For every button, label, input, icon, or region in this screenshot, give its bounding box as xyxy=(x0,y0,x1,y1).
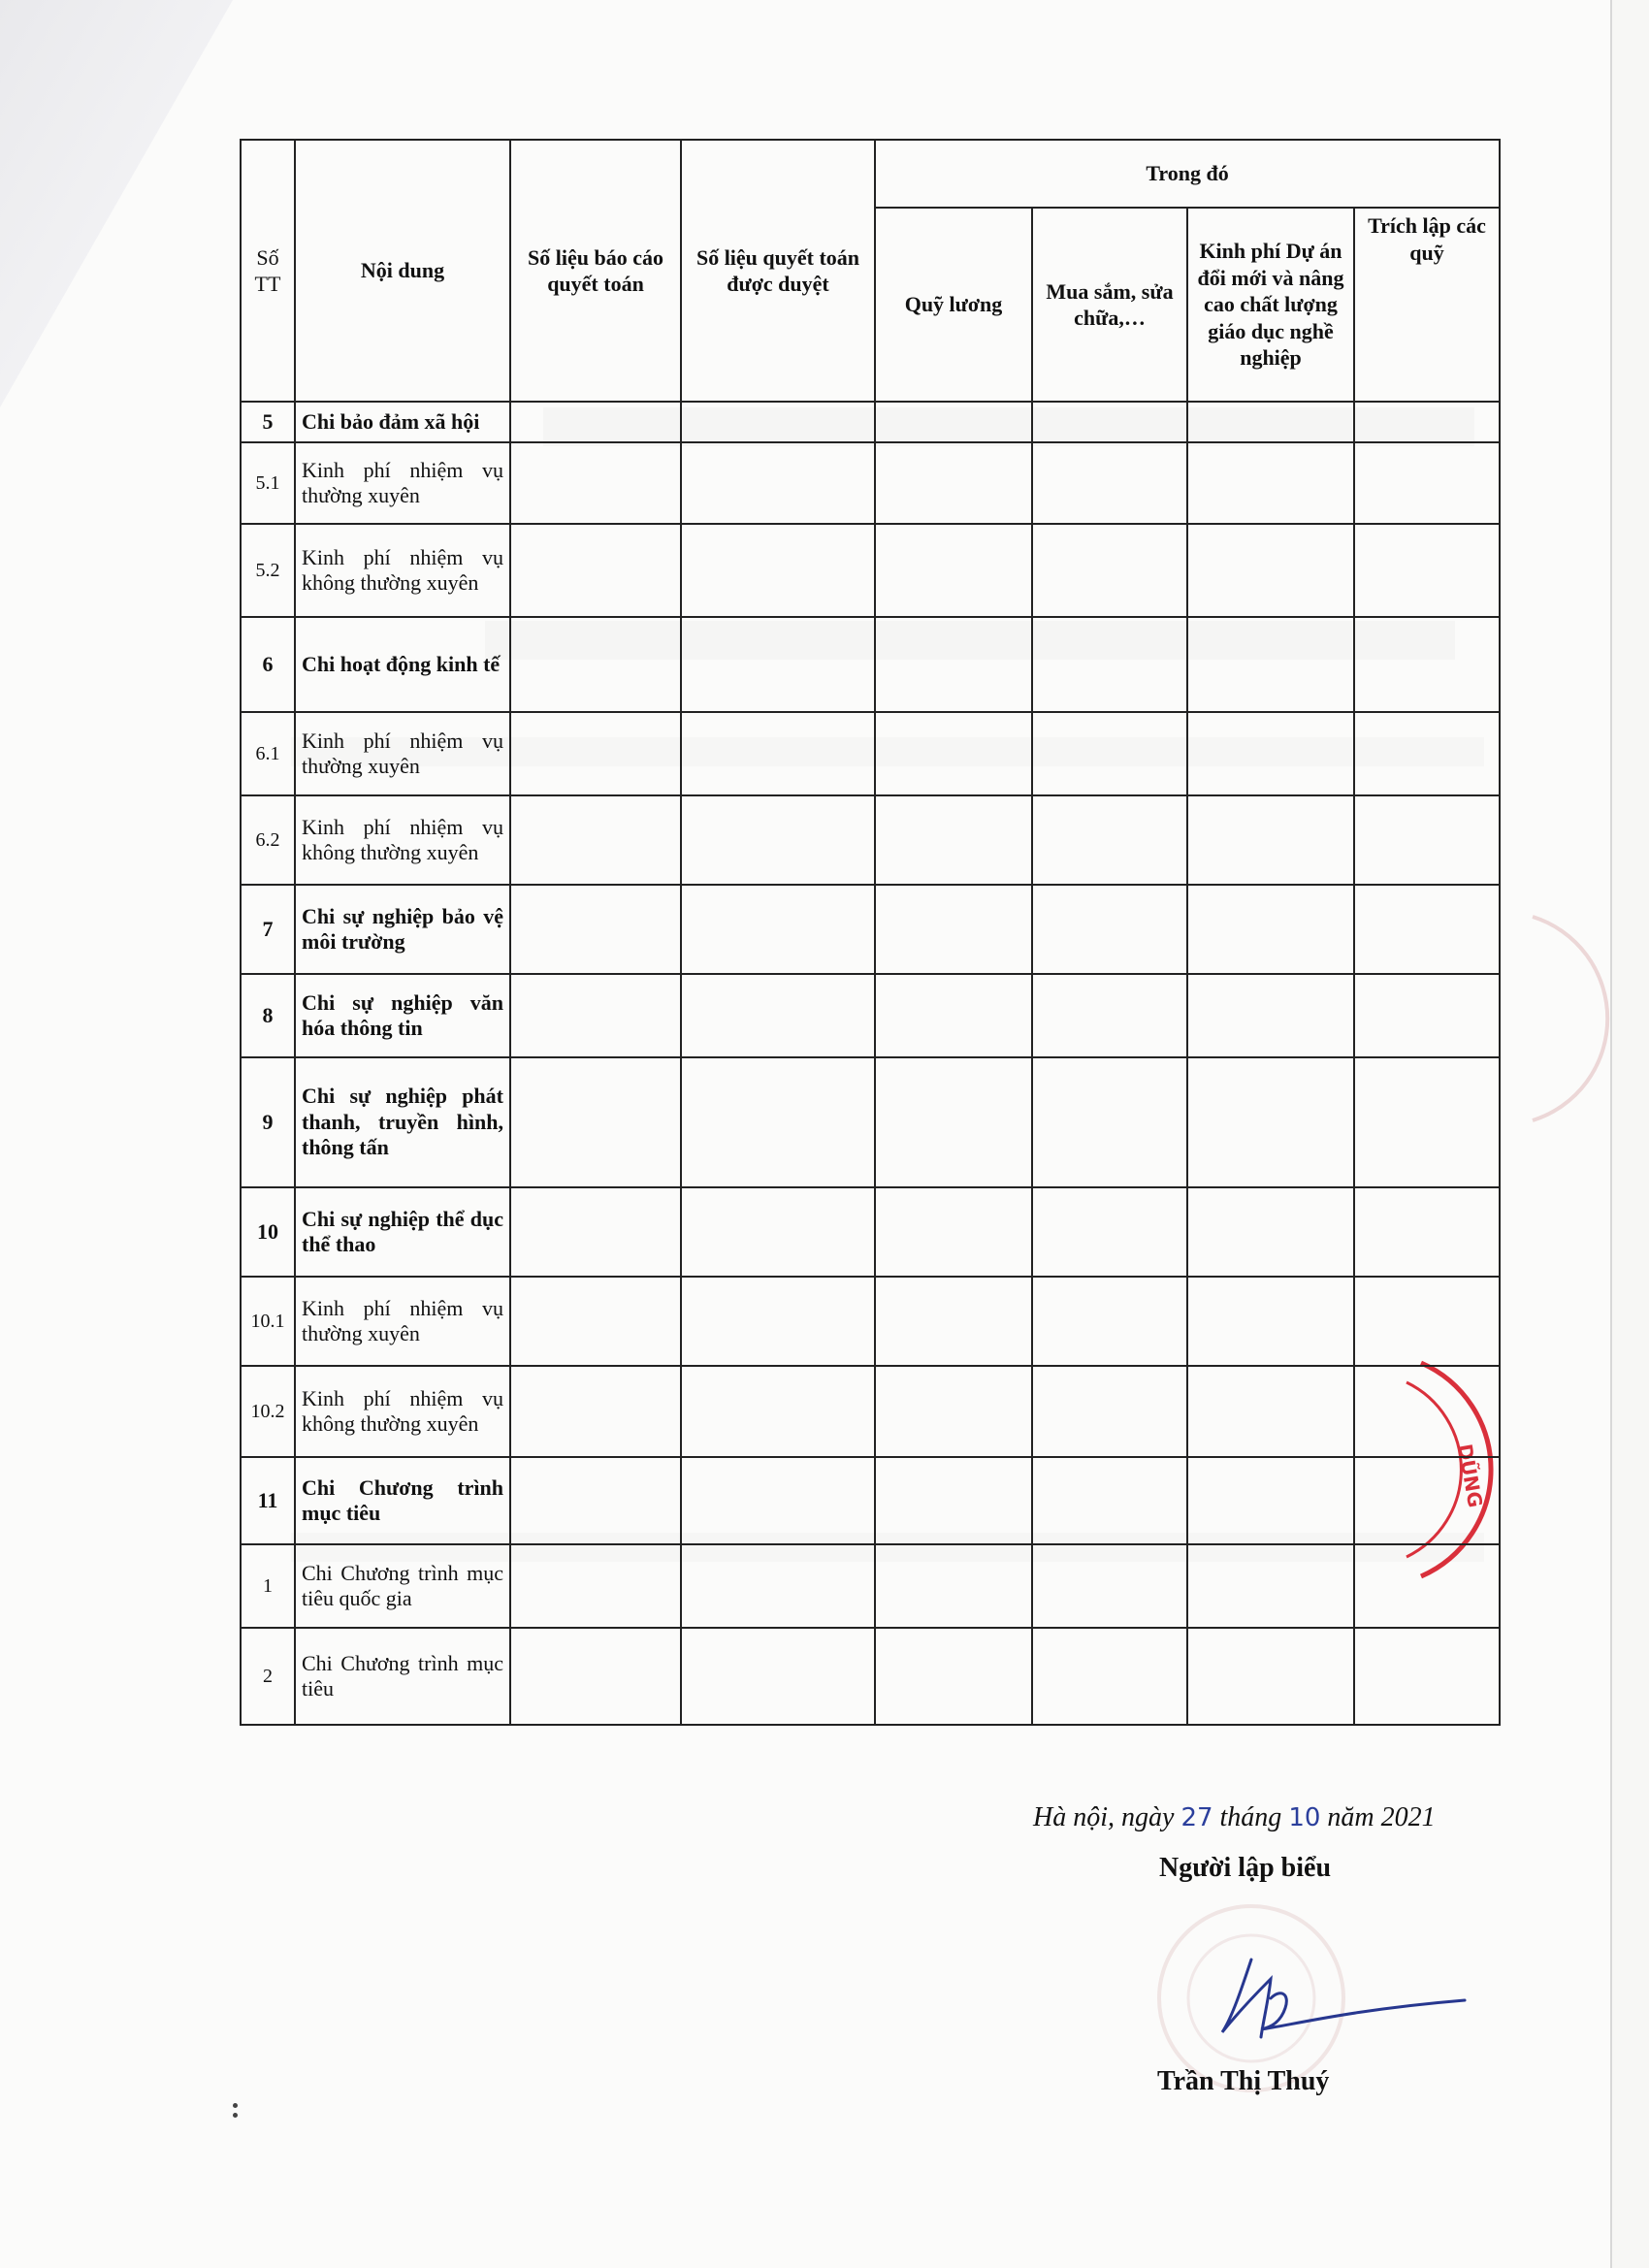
row-number: 10.1 xyxy=(241,1277,295,1366)
row-content: Kinh phí nhiệm vụ không thường xuyên xyxy=(295,1366,510,1457)
row-content: Chi bảo đảm xã hội xyxy=(295,402,510,442)
cell-bao-cao xyxy=(510,1457,681,1544)
cell-duoc-duyet xyxy=(681,1544,875,1628)
cell-duoc-duyet xyxy=(681,712,875,795)
cell-bao-cao xyxy=(510,1187,681,1277)
cell-kinh-phi-du-an xyxy=(1187,1187,1354,1277)
scan-speck xyxy=(233,2103,238,2108)
cell-quy-luong xyxy=(875,402,1032,442)
row-number: 5.2 xyxy=(241,524,295,617)
table-row xyxy=(241,402,1500,442)
row-number: 8 xyxy=(241,974,295,1057)
table-row xyxy=(241,1057,1500,1187)
row-content: Chi Chương trình mục tiêu quốc gia xyxy=(295,1544,510,1628)
cell-duoc-duyet xyxy=(681,1366,875,1457)
cell-kinh-phi-du-an xyxy=(1187,442,1354,524)
cell-kinh-phi-du-an xyxy=(1187,1544,1354,1628)
header-trong-do: Trong đó xyxy=(875,140,1500,208)
cell-quy-luong xyxy=(875,1187,1032,1277)
signature-icon xyxy=(1203,1940,1474,2057)
stamp-label: DŨNG xyxy=(1453,1442,1488,1509)
row-number: 6 xyxy=(241,617,295,712)
header-noi-dung: Nội dung xyxy=(295,140,510,402)
date-line xyxy=(1033,1802,1436,1833)
date-prefix: Hà nội, ngày xyxy=(1033,1802,1181,1832)
cell-bao-cao xyxy=(510,974,681,1057)
cell-quy-luong xyxy=(875,617,1032,712)
row-content: Kinh phí nhiệm vụ không thường xuyên xyxy=(295,524,510,617)
cell-bao-cao xyxy=(510,885,681,974)
cell-mua-sam xyxy=(1032,1544,1187,1628)
month-label: tháng xyxy=(1212,1802,1289,1832)
cell-duoc-duyet xyxy=(681,402,875,442)
cell-kinh-phi-du-an xyxy=(1187,617,1354,712)
row-number: 5 xyxy=(241,402,295,442)
cell-quy-luong xyxy=(875,1628,1032,1725)
cell-duoc-duyet xyxy=(681,442,875,524)
cell-mua-sam xyxy=(1032,885,1187,974)
row-content: Chi sự nghiệp phát thanh, truyền hình, thông tấn xyxy=(295,1057,510,1187)
cell-trich-lap xyxy=(1354,974,1500,1057)
table-row xyxy=(241,617,1500,712)
cell-trich-lap xyxy=(1354,885,1500,974)
cell-duoc-duyet xyxy=(681,1277,875,1366)
cell-quy-luong xyxy=(875,1057,1032,1187)
cell-kinh-phi-du-an xyxy=(1187,1628,1354,1725)
cell-kinh-phi-du-an xyxy=(1187,974,1354,1057)
cell-quy-luong xyxy=(875,1544,1032,1628)
cell-duoc-duyet xyxy=(681,1187,875,1277)
table-row xyxy=(241,1366,1500,1457)
table-row xyxy=(241,795,1500,885)
row-number: 5.1 xyxy=(241,442,295,524)
cell-quy-luong xyxy=(875,1457,1032,1544)
row-content: Kinh phí nhiệm vụ không thường xuyên xyxy=(295,795,510,885)
cell-duoc-duyet xyxy=(681,1628,875,1725)
table-row xyxy=(241,1544,1500,1628)
cell-bao-cao xyxy=(510,1366,681,1457)
cell-bao-cao xyxy=(510,617,681,712)
cell-duoc-duyet xyxy=(681,974,875,1057)
cell-mua-sam xyxy=(1032,524,1187,617)
cell-mua-sam xyxy=(1032,795,1187,885)
cell-trich-lap xyxy=(1354,712,1500,795)
scan-speck xyxy=(233,2113,238,2118)
row-content: Chi hoạt động kinh tế xyxy=(295,617,510,712)
faint-seal-icon xyxy=(1513,912,1649,1125)
table-row xyxy=(241,1187,1500,1277)
cell-trich-lap xyxy=(1354,1457,1500,1544)
cell-kinh-phi-du-an xyxy=(1187,524,1354,617)
cell-trich-lap xyxy=(1354,1544,1500,1628)
row-content: Kinh phí nhiệm vụ thường xuyên xyxy=(295,442,510,524)
cell-mua-sam xyxy=(1032,974,1187,1057)
handwritten-day: 27 xyxy=(1180,1803,1213,1832)
cell-trich-lap xyxy=(1354,1366,1500,1457)
cell-duoc-duyet xyxy=(681,1457,875,1544)
header-kinh-phi-du-an: Kinh phí Dự án đổi mới và nâng cao chất lượng giáo dục nghề nghiệp xyxy=(1187,208,1354,402)
cell-trich-lap xyxy=(1354,795,1500,885)
cell-bao-cao xyxy=(510,795,681,885)
table-row xyxy=(241,974,1500,1057)
cell-trich-lap xyxy=(1354,1057,1500,1187)
cell-mua-sam xyxy=(1032,1277,1187,1366)
header-mua-sam: Mua sắm, sửa chữa,… xyxy=(1032,208,1187,402)
cell-quy-luong xyxy=(875,795,1032,885)
cell-kinh-phi-du-an xyxy=(1187,885,1354,974)
cell-duoc-duyet xyxy=(681,1057,875,1187)
cell-kinh-phi-du-an xyxy=(1187,712,1354,795)
row-content: Chi sự nghiệp thể dục thể thao xyxy=(295,1187,510,1277)
cell-trich-lap xyxy=(1354,524,1500,617)
table-row xyxy=(241,1628,1500,1725)
row-number: 6.2 xyxy=(241,795,295,885)
cell-mua-sam xyxy=(1032,402,1187,442)
table-row xyxy=(241,712,1500,795)
cell-quy-luong xyxy=(875,1366,1032,1457)
cell-bao-cao xyxy=(510,712,681,795)
cell-mua-sam xyxy=(1032,1366,1187,1457)
cell-kinh-phi-du-an xyxy=(1187,1366,1354,1457)
cell-mua-sam xyxy=(1032,442,1187,524)
header-so-lieu-duoc-duyet: Số liệu quyết toán được duyệt xyxy=(681,140,875,402)
signer-name: Trần Thị Thuý xyxy=(1157,2066,1330,2096)
row-content: Chi sự nghiệp văn hóa thông tin xyxy=(295,974,510,1057)
cell-kinh-phi-du-an xyxy=(1187,795,1354,885)
cell-kinh-phi-du-an xyxy=(1187,402,1354,442)
cell-mua-sam xyxy=(1032,1457,1187,1544)
cell-quy-luong xyxy=(875,712,1032,795)
cell-bao-cao xyxy=(510,442,681,524)
cell-mua-sam xyxy=(1032,1057,1187,1187)
cell-trich-lap xyxy=(1354,1187,1500,1277)
cell-bao-cao xyxy=(510,1628,681,1725)
table-row xyxy=(241,524,1500,617)
cell-quy-luong xyxy=(875,524,1032,617)
cell-kinh-phi-du-an xyxy=(1187,1457,1354,1544)
table-row xyxy=(241,1277,1500,1366)
settlement-table xyxy=(240,139,1501,1726)
cell-quy-luong xyxy=(875,885,1032,974)
cell-mua-sam xyxy=(1032,1187,1187,1277)
row-content: Chi Chương trình mục tiêu xyxy=(295,1457,510,1544)
preparer-title: Người lập biểu xyxy=(1159,1853,1332,1883)
cell-duoc-duyet xyxy=(681,885,875,974)
row-number: 10.2 xyxy=(241,1366,295,1457)
cell-mua-sam xyxy=(1032,1628,1187,1725)
row-number: 1 xyxy=(241,1544,295,1628)
header-so-lieu-bao-cao: Số liệu báo cáo quyết toán xyxy=(510,140,681,402)
cell-bao-cao xyxy=(510,1544,681,1628)
row-content: Kinh phí nhiệm vụ thường xuyên xyxy=(295,712,510,795)
cell-duoc-duyet xyxy=(681,617,875,712)
row-number: 6.1 xyxy=(241,712,295,795)
row-number: 9 xyxy=(241,1057,295,1187)
row-number: 11 xyxy=(241,1457,295,1544)
cell-quy-luong xyxy=(875,1277,1032,1366)
cell-quy-luong xyxy=(875,442,1032,524)
header-stt: Số TT xyxy=(241,140,295,402)
cell-bao-cao xyxy=(510,1277,681,1366)
cell-trich-lap xyxy=(1354,1277,1500,1366)
cell-kinh-phi-du-an xyxy=(1187,1277,1354,1366)
row-number: 10 xyxy=(241,1187,295,1277)
cell-kinh-phi-du-an xyxy=(1187,1057,1354,1187)
cell-duoc-duyet xyxy=(681,795,875,885)
header-quy-luong: Quỹ lương xyxy=(875,208,1032,402)
row-number: 7 xyxy=(241,885,295,974)
cell-trich-lap xyxy=(1354,442,1500,524)
cell-trich-lap xyxy=(1354,1628,1500,1725)
cell-quy-luong xyxy=(875,974,1032,1057)
table-row xyxy=(241,885,1500,974)
cell-mua-sam xyxy=(1032,617,1187,712)
cell-bao-cao xyxy=(510,1057,681,1187)
cell-trich-lap xyxy=(1354,402,1500,442)
year-label: năm 2021 xyxy=(1320,1802,1436,1832)
table-row xyxy=(241,1457,1500,1544)
row-content: Kinh phí nhiệm vụ thường xuyên xyxy=(295,1277,510,1366)
handwritten-month: 10 xyxy=(1288,1803,1321,1832)
cell-trich-lap xyxy=(1354,617,1500,712)
cell-mua-sam xyxy=(1032,712,1187,795)
row-content: Chi sự nghiệp bảo vệ môi trường xyxy=(295,885,510,974)
table-row xyxy=(241,442,1500,524)
cell-duoc-duyet xyxy=(681,524,875,617)
header-trich-lap: Trích lập các quỹ xyxy=(1354,208,1500,402)
cell-bao-cao xyxy=(510,524,681,617)
cell-bao-cao xyxy=(510,402,681,442)
row-number: 2 xyxy=(241,1628,295,1725)
row-content: Chi Chương trình mục tiêu xyxy=(295,1628,510,1725)
